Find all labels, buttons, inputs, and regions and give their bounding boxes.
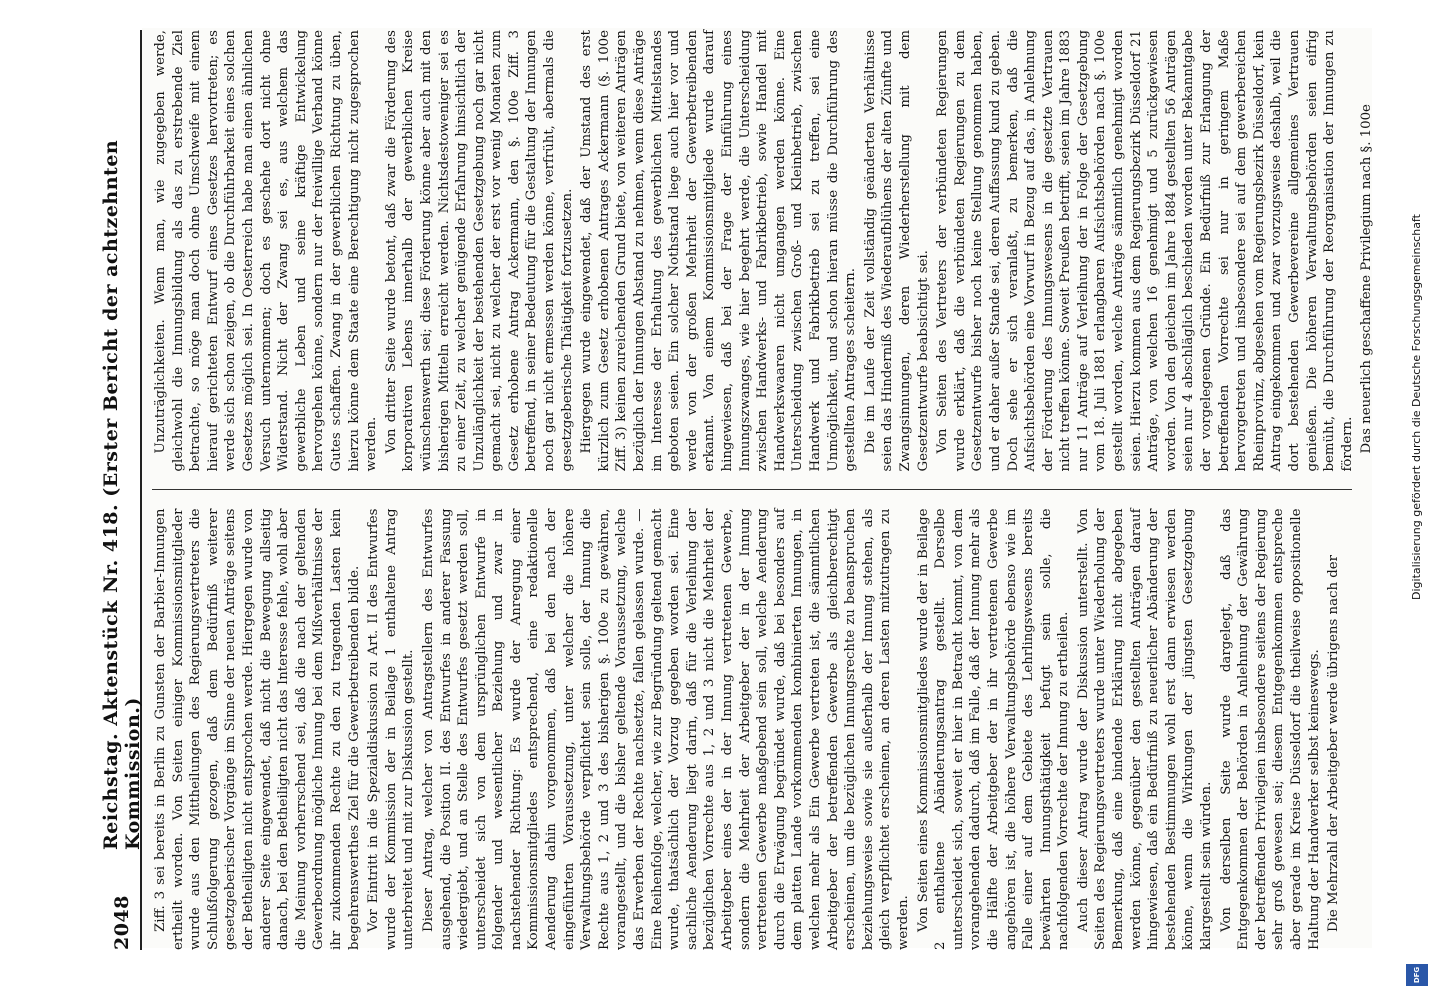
dfg-logo-icon: DFG bbox=[1406, 964, 1428, 986]
running-title: Reichstag. Aktenstück Nr. 418. (Erster Bericht der achtzehnten Kommission.) bbox=[100, 139, 144, 850]
right-column bbox=[152, 509, 1352, 951]
column-divider bbox=[152, 490, 1352, 491]
text-columns bbox=[152, 30, 1375, 950]
paragraph: Dieser Antrag, welcher von Antragstellern des Entwurfes ausgehend, die Position II. des Entwurfes in anderer Fassung wiedergiebt, und an Stelle des Entwurfes gesetzt werden soll, unterscheidet sich von dem ursprünglichen Entwurfe in folgender und wesentlicher Beziehung und zwar in nachstehender Richtung: Es wurde der Anregung einer Kommissionsmitgliedes entsprechend, eine redaktionelle Aenderung dahin vorgenommen, daß bei den nach der eingeführten Voraussetzung, unter welcher die höhere Verwaltungsbehörde verpflichtet sein solle, der Innung die Rechte aus 1, 2 und 3 des bisherigen §. 100e zu gewähren, vorangestellt, und die bisher geltende Voraussetzung, welche das Erwerben der Rechte nachsetzte, fallen gelassen wurde. — Eine Reihenfolge, welcher, wie zur Begründung geltend gemacht wurde, thatsächlich der Vorzug gegeben worden sei. Eine sachliche Aenderung liegt darin, daß für die Verleihung der bezüglichen Vorrechte aus 1, 2 und 3 nicht die Mehrheit der Arbeitgeber eines der in der Innung vertretenen Gewerbe, sondern die Mehrheit der Arbeitgeber der in der Innung vertretenen Gewerbe maßgebend sein soll, welche Aenderung durch die Erwägung begründet wurde, daß bei besonders auf dem platten Lande vorkommenden kombinierten Innungen, in welchen mehr als Ein Gewerbe vertreten ist, die sämmtlichen Arbeitgeber der betreffenden Gewerbe als gleichberechtigt erscheinen, um die bezüglichen Innungsrechte zu beanspruchen beziehungsweise sowie sie außerhalb der Innung stehen, als gleich verpflichtet erscheinen, an deren Lasten mitzutragen zu werden. bbox=[420, 508, 911, 950]
paragraph: Auch dieser Antrag wurde der Diskussion unterstellt. Von Seiten des Regierungsvertreters wurde unter Wiederholung der Bemerkung, daß eine bindende Erklärung nicht abgegeben werden könne, gegenüber den gestellten Anträgen darauf hingewiesen, daß ein Bedürfniß zu neuerlicher Abänderung der bestehenden Bestimmungen wohl erst dann erwiesen werden könne, wenn die Wirkungen der jüngsten Gesetzgebung klargestellt sein würden. bbox=[1075, 508, 1215, 950]
paragraph: Die im Laufe der Zeit vollständig geänderten Verhältnisse seien das Hinderniß des Wiederaufblühens der alten Zünfte und Zwangsinnungen, deren Wiederherstellung mit dem Gesetzentwurfe beabsichtigt sei. bbox=[862, 30, 931, 472]
paragraph: Hiergegen wurde eingewendet, daß der Umstand des erst kürzlich zum Gesetz erhobenen Antrages Ackermann (§. 100e Ziff. 3) keinen zureichenden Grund biete, von weiteren Anträgen bezüglich der Innungen Abstand zu nehmen, wenn diese Anträge im Interesse der Erhaltung des gewerblichen Mittelstandes geboten seien. Ein solcher Nothstand liege auch hier vor und werde von der großen Mehrheit der Gewerbetreibenden erkannt. Von einem Kommissionsmitgliede wurde darauf hingewiesen, daß bei der Frage der Einführung eines Innungszwanges, wie hier begehrt werde, die Unterscheidung zwischen Handwerks- und Fabrikbetrieb, sowie Handel mit Handwerkswaaren nicht umgangen werden könne. Eine Unterscheidung zwischen Groß- und Kleinbetrieb, zwischen Handwerk und Fabrikbetrieb sei zu treffen, sei eine Unmöglichkeit, und schon hieran müsse die Durchführung des gestellten Antrages scheitern. bbox=[579, 30, 859, 472]
paragraph: Von dritter Seite wurde betont, daß zwar die Förderung des korporativen Lebens innerhalb der gewerblichen Kreise wünschenswerth sei; diese Förderung könne aber auch mit den bisherigen Mitteln erreicht werden. Nichtsdestoweniger sei es zu einer Zeit, zu welcher genügende Erfahrung hinsichtlich der Unzulänglichkeit der bestehenden Gesetzgebung noch gar nicht gemacht sei, nicht zu welcher der erst vor wenig Monaten zum Gesetz erhobene Antrag Ackermann, den §. 100e Ziff. 3 betreffend, in seiner Bedeutung für die Gestaltung der Innungen noch gar nicht ermessen werden könne, verfrüht, abermals die gesetzgeberische Thätigkeit fortzusetzen. bbox=[383, 30, 575, 472]
page-header bbox=[100, 30, 144, 950]
paragraph: Von Seiten des Vertreters der verbündeten Regierungen wurde erklärt, daß die verbündeten Regierungen zu dem Gesetzentwurfe bisher noch keine Stellung genommen haben, und er daher außer Stande sei, deren Auffassung kund zu geben. Doch sehe er sich veranlaßt, zu bemerken, daß die Aufsichtsbehörden eine Vorwurf in Bezug auf das, in Anlehnung der Förderung des Innungswesens in die gesetzte Vertrauen nicht treffen könne. Soweit Preußen betrifft, seien im Jahre 1883 nur 11 Anträge auf Verleihung der in Folge der Gesetzgebung vom 18. Juli 1881 erlangbaren Aufsichtsbehörden nach §. 100e gestellt worden, welche Anträge sämmtlich genehmigt worden seien. Hierzu kommen aus dem Regierungsbezirk Düsseldorf 21 Anträge, von welchen 16 genehmigt und 5 zurückgewiesen worden. Von den gleichen im Jahre 1884 gestellten 56 Anträgen seien nur 4 abschläglich beschieden worden unter Bekanntgabe der vorgelegenen Gründe. Ein Bedürfniß zur Erlangung der betreffenden Vorrechte sei nur in geringem Maße hervorgetreten und insbesondere sei auf dem gewerbereichen Rheinprovinz, abgesehen vom Regierungsbezirk Düsseldorf, kein Antrag eingekommen und zwar vorzugsweise deshalb, weil die dort bestehenden Gewerbevereine allgemeines Vertrauen genießen. Die höheren Verwaltungsbehörden seien eifrig bemüht, die Durchführung der Reorganisation der Innungen zu fördern. bbox=[935, 30, 1355, 472]
paragraph: Ziff. 3 sei bereits in Berlin zu Gunsten der Barbier-Innungen ertheilt worden. Von Seiten einiger Kommissionsmitglieder wurde aus den Mittheilungen des Regierungsvertreters die Schlußfolgerung gezogen, daß dem Bedürfniß weiterer gesetzgeberischer Vorgänge im Sinne der neuen Anträge seitens der Betheiligten nicht entsprochen werde. Hiergegen wurde von anderer Seite eingewendet, daß nicht die Bewegung allseitig danach, bei den Betheiligten nicht das Interesse fehle, wohl aber die Meinung vorherrschend sei, daß die nach der geltenden Gewerbeordnung mögliche Innung bei dem Mißverhältnisse der ihr zukommenden Rechte zu den zu tragenden Lasten kein begehrenswerthes Ziel für die Gewerbetreibenden bilde. bbox=[153, 508, 362, 950]
paragraph: Unzuträglichkeiten. Wenn man, wie zugegeben werde, gleichwohl die Innungsbildung als das zu erstrebende Ziel betrachte, so möge man doch ohne Umschweife mit einem hierauf gerichteten Entwurf eines Gesetzes hervortreten; es werde sich schon zeigen, ob die Durchführbarkeit eines solchen Gesetzes möglich sei. In Oesterreich habe man einen ähnlichen Versuch unternommen; doch es geschehe dort nicht ohne Widerstand. Nicht der Zwang sei es, aus welchem das gewerbliche Leben und seine kräftige Entwickelung hervorgehen könne, sondern nur der freiwillige Verband könne Gutes schaffen. Zwang in der gewerblichen Richtung zu üben, hierzu könne dem Staate eine Berechtigung nicht zugesprochen werden. bbox=[153, 30, 380, 472]
paragraph: Vor Eintritt in die Spezialdiskussion zu Art. II des Entwurfes wurde der Kommission der in Beilage 1 enthaltene Antrag unterbreitet und mit zur Diskussion gestellt. bbox=[366, 508, 417, 950]
paragraph: Von derselben Seite wurde dargelegt, daß das Entgegenkommen der Behörden in Anlehnung der Gewährung der betreffenden Privilegien insbesondere seitens der Regierung sehr groß gewesen sei; diesem Entgegenkommen entspreche aber gerade im Kreise Düsseldorf die theilweise oppositionelle Haltung der Handwerker selbst keineswegs. bbox=[1218, 508, 1322, 950]
page-number: 2048 bbox=[111, 895, 133, 950]
paragraph: Die Mehrzahl der Arbeitgeber werde übrigens nach der bbox=[1326, 555, 1342, 932]
paragraph: Das neuerlich geschaffene Privilegium nach §. 100e bbox=[1359, 104, 1375, 454]
digitization-note: Digitalisierung gefördert durch die Deutsche Forschungsgemeinschaft bbox=[1410, 214, 1423, 600]
left-column bbox=[152, 30, 1375, 472]
paragraph: Von Seiten eines Kommissionsmitgliedes wurde der in Beilage 2 enthaltene Abänderungsantrag gestellt. Derselbe unterscheidet sich, soweit er hier in Betracht kommt, von dem vorangehenden dadurch, daß im Falle, daß der Innung mehr als die Hälfte der Arbeitgeber der in ihr vertretenen Gewerbe angehören ist, die höhere Verwaltungsbehörde ebenso wie im Falle einer auf dem Gebiete des Lehrlingswesens bereits bewährten Innungsthätigkeit befugt sein solle, die nachfolgenden Vorrechte der Innung zu ertheilen. bbox=[915, 508, 1072, 950]
